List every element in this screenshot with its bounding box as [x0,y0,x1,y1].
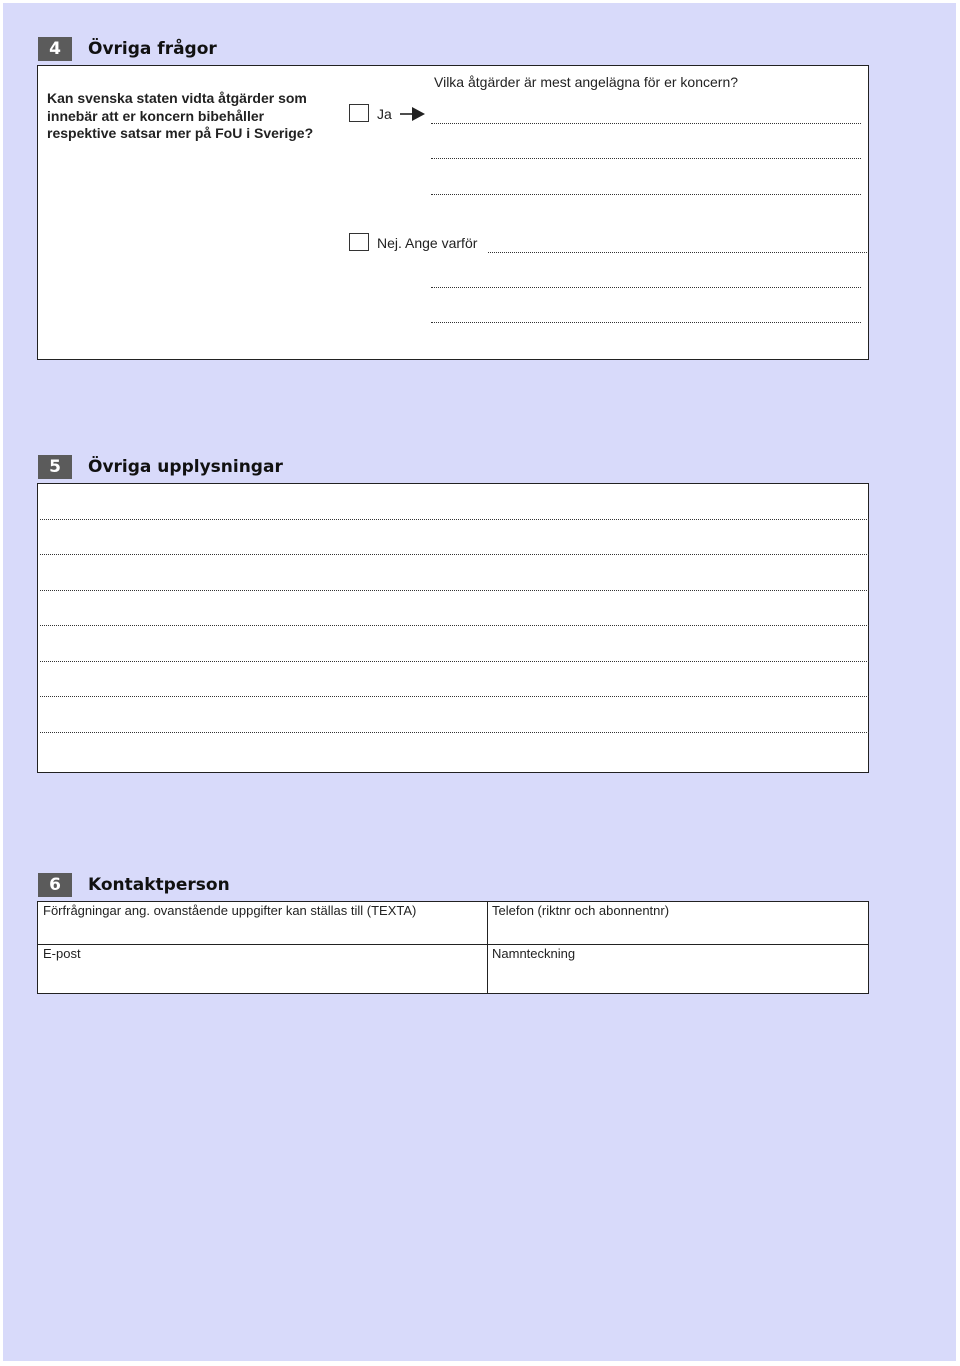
notes-line[interactable] [40,519,869,520]
yes-checkbox[interactable] [349,104,369,122]
email-field[interactable]: E-post [43,946,81,961]
yes-label: Ja [377,106,392,122]
section-number: 4 [38,37,72,61]
notes-line[interactable] [40,732,869,733]
answer-line[interactable] [431,194,861,195]
no-checkbox[interactable] [349,233,369,251]
no-label: Nej. Ange varför [377,235,478,251]
notes-line[interactable] [40,625,869,626]
notes-line[interactable] [40,590,869,591]
question-text: Kan svenska staten vidta åtgärder som innebär att er koncern bibehåller respektive satsar mer på FoU i Sverige? [47,90,314,141]
section-title: Övriga upplysningar [88,457,283,477]
yes-prompt: Vilka åtgärder är mest angelägna för er koncern? [434,74,739,90]
phone-field[interactable]: Telefon (riktnr och abonnentnr) [492,903,670,918]
notes-line[interactable] [40,554,869,555]
answer-line[interactable] [431,158,861,159]
section-5-box [37,483,869,773]
answer-line[interactable] [431,287,861,288]
notes-line[interactable] [40,661,869,662]
answer-line[interactable] [431,322,861,323]
notes-line[interactable] [40,696,869,697]
section-number: 6 [38,873,72,897]
inquiries-field[interactable]: Förfrågningar ang. ovanstående uppgifter kan ställas till (TEXTA) [43,903,417,918]
section-title: Övriga frågor [88,39,217,59]
contact-divider [487,901,488,994]
signature-field[interactable]: Namnteckning [492,946,576,961]
section-number: 5 [38,455,72,479]
answer-line[interactable] [488,252,867,253]
section-title: Kontaktperson [88,875,230,895]
contact-divider [37,944,869,945]
answer-line[interactable] [431,123,861,124]
arrow-right-icon [400,106,426,122]
